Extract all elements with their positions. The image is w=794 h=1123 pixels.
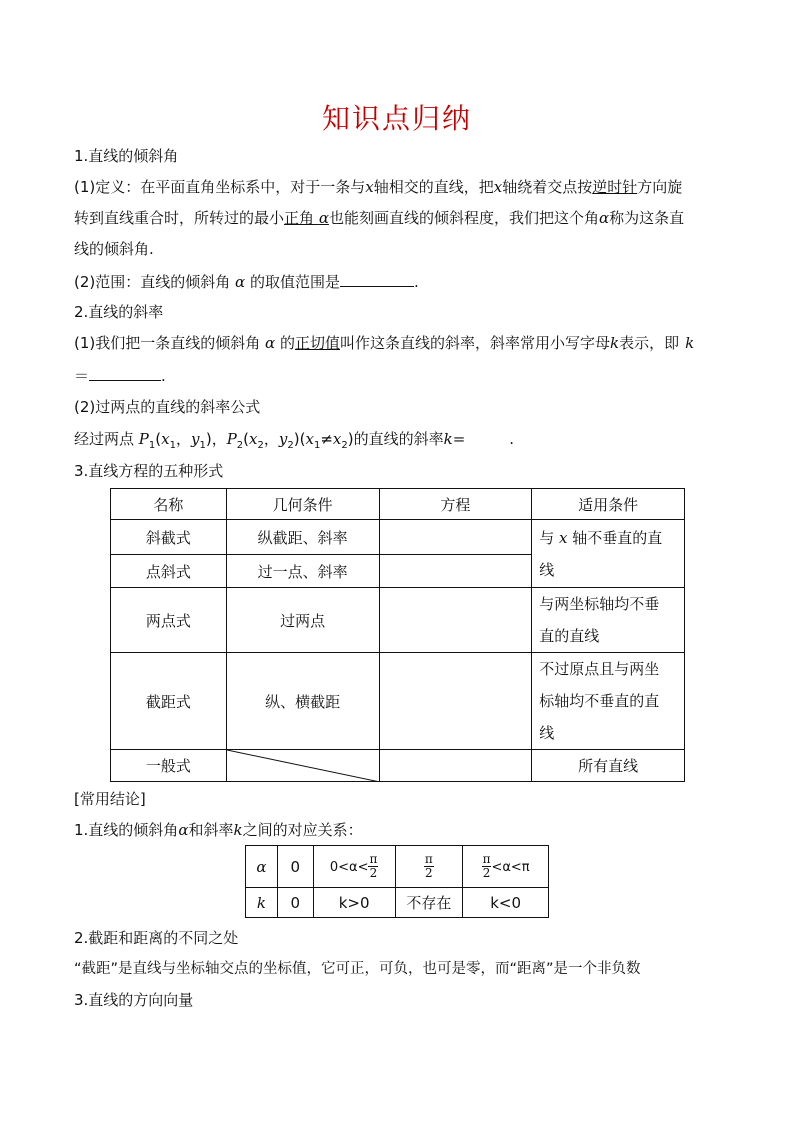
diagonal-line [227,750,380,782]
section-1-heading: 1.直线的倾斜角 [74,147,179,165]
row-applicable: 所有直线 [532,750,685,782]
section-3-heading: 3.直线方程的五种形式 [74,462,224,480]
s2-p1-line2: ＝ . [74,364,166,387]
alpha-range-obtuse: $\frac{\pi}{2}$ <α<π [463,846,549,888]
k-undefined: 不存在 [395,888,463,918]
row-equation [379,520,532,555]
s2-p3: 经过两点 $P_1(x_1$，$y_1$)，$P_2(x_2$，$y_2)(x_1\ne x_2)$的直线的斜率k= . [74,430,515,451]
row-equation [379,653,532,750]
positive-angle-term: 正角 α [284,209,329,227]
row-condition: 过两点 [226,588,379,653]
s2-p2: (2)过两点的直线的斜率公式 [74,398,261,416]
alpha-range-acute: 0<α< $\frac{\pi}{2}$ [313,846,395,888]
tangent-term: 正切值 [294,334,340,352]
alpha-label: α [246,846,278,888]
s1-definition-line2: 转到直线重合时，所转过的最小正角 α也能刻画直线的倾斜程度，我们把这个角α称为这条直 [74,209,685,227]
row-equation [379,555,532,588]
row-condition: 纵、横截距 [226,653,379,750]
k-positive: k>0 [313,888,395,918]
section-2-heading: 2.直线的斜率 [74,303,164,321]
k-negative: k<0 [463,888,549,918]
common-3: 3.直线的方向向量 [74,991,194,1009]
angle-slope-table [245,845,549,918]
row-applicable: 与 x 轴不垂直的直 线 [532,520,685,588]
common-label: [常用结论] [74,790,146,808]
row-name: 截距式 [111,653,227,750]
row-condition: 过一点、斜率 [226,555,379,588]
row-equation [379,750,532,782]
s1-range: (2)范围：直线的倾斜角 α 的取值范围是 . [74,270,419,293]
k-label: k [246,888,278,918]
range-blank [340,270,414,287]
row-name: 一般式 [111,750,227,782]
s1-definition-line3: 线的倾斜角. [74,240,154,258]
header-applicable: 适用条件 [532,489,685,520]
k-zero: 0 [277,888,313,918]
common-2: 2.截距和距离的不同之处 [74,929,239,947]
common-1: 1.直线的倾斜角α和斜率k之间的对应关系： [74,821,363,839]
common-2-text: “截距”是直线与坐标轴交点的坐标值，它可正，可负，也可是零，而“距离”是一个非负数 [74,961,641,977]
slope-blank [89,364,161,381]
header-equation: 方程 [379,489,532,520]
line-forms-table [110,488,685,782]
page-title: 知识点归纳 [321,102,472,135]
counterclockwise-term: 逆时针 [592,178,638,196]
row-condition-diagonal [226,750,379,782]
row-applicable: 不过原点且与两坐 标轴均不垂直的直 线 [532,653,685,750]
s1-definition-line1: (1)定义：在平面直角坐标系中，对于一条与x轴相交的直线，把x轴绕着交点按逆时针方向旋 [74,178,683,196]
row-name: 斜截式 [111,520,227,555]
row-name: 两点式 [111,588,227,653]
row-equation [379,588,532,653]
s2-p1-line1: (1)我们把一条直线的倾斜角 α 的正切值叫作这条直线的斜率，斜率常用小写字母k表示，即 k [74,334,695,352]
header-condition: 几何条件 [226,489,379,520]
row-applicable: 与两坐标轴均不垂 直的直线 [532,588,685,653]
alpha-right-angle: $\frac{\pi}{2}$ [395,846,463,888]
alpha-zero: 0 [277,846,313,888]
row-name: 点斜式 [111,555,227,588]
header-name: 名称 [111,489,227,520]
row-condition: 纵截距、斜率 [226,520,379,555]
